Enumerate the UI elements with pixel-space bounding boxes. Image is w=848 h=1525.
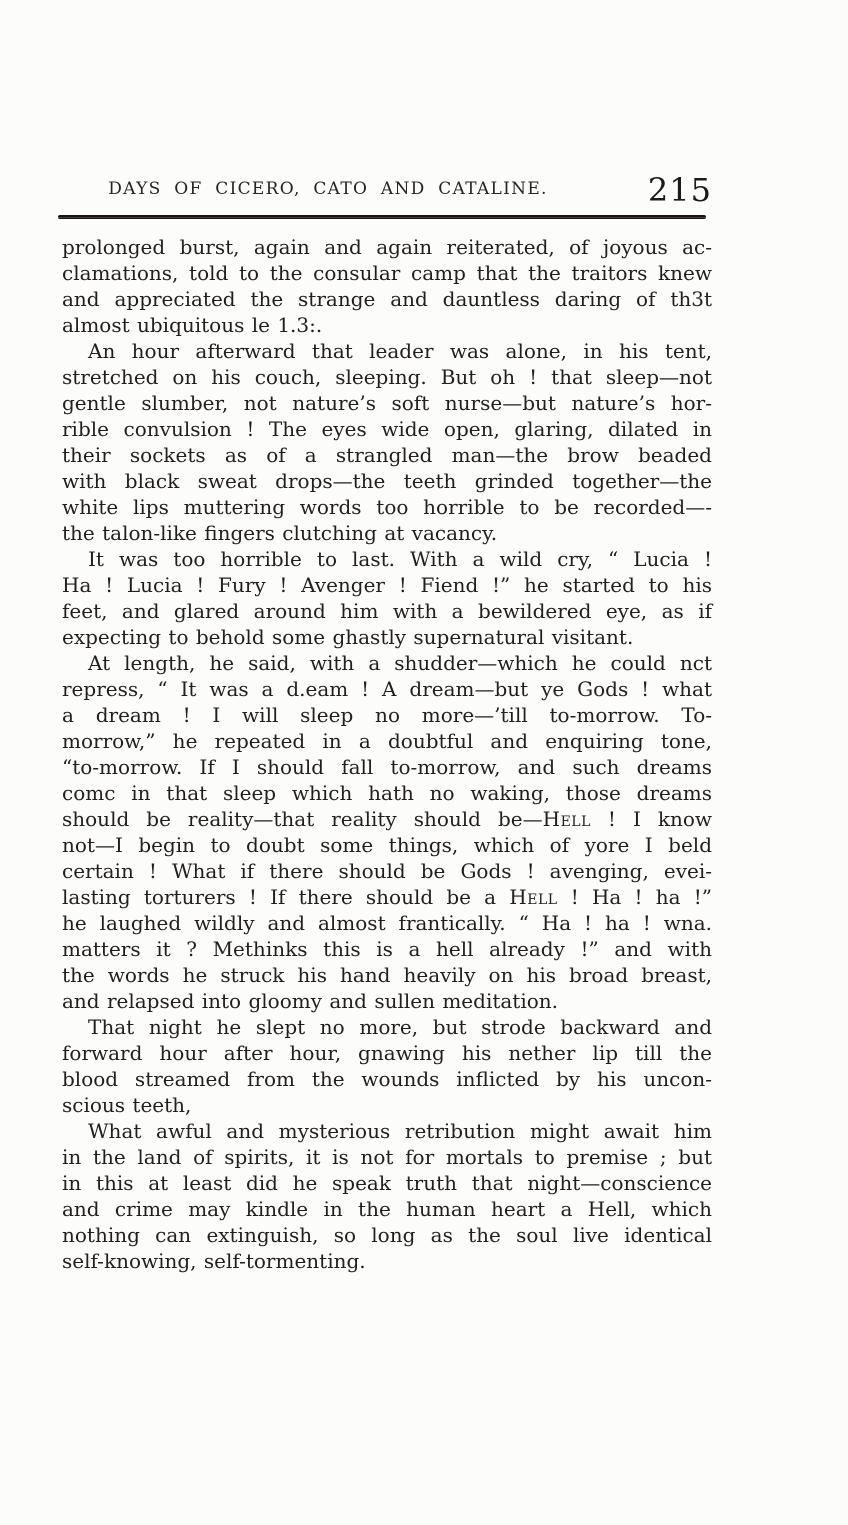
text-line: the talon-like fingers clutching at vacancy. — [62, 521, 498, 545]
text-line: That night he slept no more, but strode backward and — [88, 1015, 712, 1039]
text-line: self-knowing, self-tormenting. — [62, 1249, 366, 1273]
text-line: blood streamed from the wounds inflicted by his uncon- — [62, 1067, 712, 1091]
text-line: It was too horrible to last. With a wild cry, “ Lucia ! — [88, 547, 712, 571]
text-line: and appreciated the strange and dauntless daring of th3t — [62, 287, 712, 311]
text-line: a dream ! I will sleep no more—’till to-morrow. To- — [62, 703, 712, 727]
line-segment: ! I know — [590, 807, 713, 831]
text-line: At length, he said, with a shudder—which he could nct — [88, 651, 712, 675]
text-line: and crime may kindle in the human heart a Hell, which — [62, 1197, 712, 1221]
text-line: stretched on his couch, sleeping. But oh ! that sleep—not — [62, 365, 712, 389]
text-line — [62, 806, 712, 832]
paragraph — [62, 1014, 712, 1118]
text-line: forward hour after hour, gnawing his nether lip till the — [62, 1041, 712, 1065]
header-rule — [58, 215, 706, 219]
text-line: gentle slumber, not nature’s soft nurse—but nature’s hor- — [62, 391, 712, 415]
text-line: not—I begin to doubt some things, which of yore I beld — [62, 833, 712, 857]
text-line: comc in that sleep which hath no waking, those dreams — [62, 781, 712, 805]
text-line: rible convulsion ! The eyes wide open, glaring, dilated in — [62, 417, 712, 441]
line-segment: ! Ha ! ha !” — [557, 885, 713, 909]
text-line: expecting to behold some ghastly supernatural visitant. — [62, 625, 634, 649]
text-line: in this at least did he speak truth that night—conscience — [62, 1171, 712, 1195]
text-line: almost ubiquitous le 1.3:. — [62, 313, 323, 337]
text-line: nothing can extinguish, so long as the soul live identical — [62, 1223, 712, 1247]
text-line: scious teeth, — [62, 1093, 192, 1117]
small-caps-word: Hell — [509, 885, 558, 909]
line-segment: should be reality—that reality should be— — [62, 807, 543, 831]
paragraph — [62, 338, 712, 546]
text-line: What awful and mysterious retribution might await him — [88, 1119, 712, 1143]
line-segment: lasting torturers ! If there should be a — [62, 885, 510, 909]
page-body — [62, 234, 712, 1274]
page-header — [62, 171, 712, 209]
text-line: he laughed wildly and almost frantically. “ Ha ! ha ! wna. — [62, 911, 712, 935]
page-number: 215 — [647, 171, 712, 209]
running-head: DAYS OF CICERO, CATO AND CATALINE. — [108, 179, 548, 199]
text-line: their sockets as of a strangled man—the brow beaded — [62, 443, 712, 467]
text-line: Ha ! Lucia ! Fury ! Avenger ! Fiend !” he started to his — [62, 573, 712, 597]
paragraph — [62, 546, 712, 650]
paragraph — [62, 234, 712, 338]
text-line: clamations, told to the consular camp that the traitors knew — [62, 261, 712, 285]
paragraph — [62, 650, 712, 1014]
text-line — [62, 884, 712, 910]
text-line: white lips muttering words too horrible to be recorded—- — [62, 495, 712, 519]
text-line: feet, and glared around him with a bewildered eye, as if — [62, 599, 712, 623]
text-line: certain ! What if there should be Gods ! avenging, evei- — [62, 859, 712, 883]
text-line: with black sweat drops—the teeth grinded together—the — [62, 469, 712, 493]
small-caps-word: Hell — [542, 807, 591, 831]
text-line: in the land of spirits, it is not for mortals to premise ; but — [62, 1145, 712, 1169]
text-line: prolonged burst, again and again reiterated, of joyous ac- — [62, 235, 712, 259]
text-line: morrow,” he repeated in a doubtful and enquiring tone, — [62, 729, 712, 753]
text-line: repress, “ It was a d.eam ! A dream—but ye Gods ! what — [62, 677, 712, 701]
text-line: “to-morrow. If I should fall to-morrow, and such dreams — [62, 755, 712, 779]
text-line: matters it ? Methinks this is a hell already !” and with — [62, 937, 712, 961]
text-line: An hour afterward that leader was alone, in his tent, — [88, 339, 712, 363]
text-line: and relapsed into gloomy and sullen meditation. — [62, 989, 559, 1013]
text-line: the words he struck his hand heavily on his broad breast, — [62, 963, 712, 987]
paragraph — [62, 1118, 712, 1274]
